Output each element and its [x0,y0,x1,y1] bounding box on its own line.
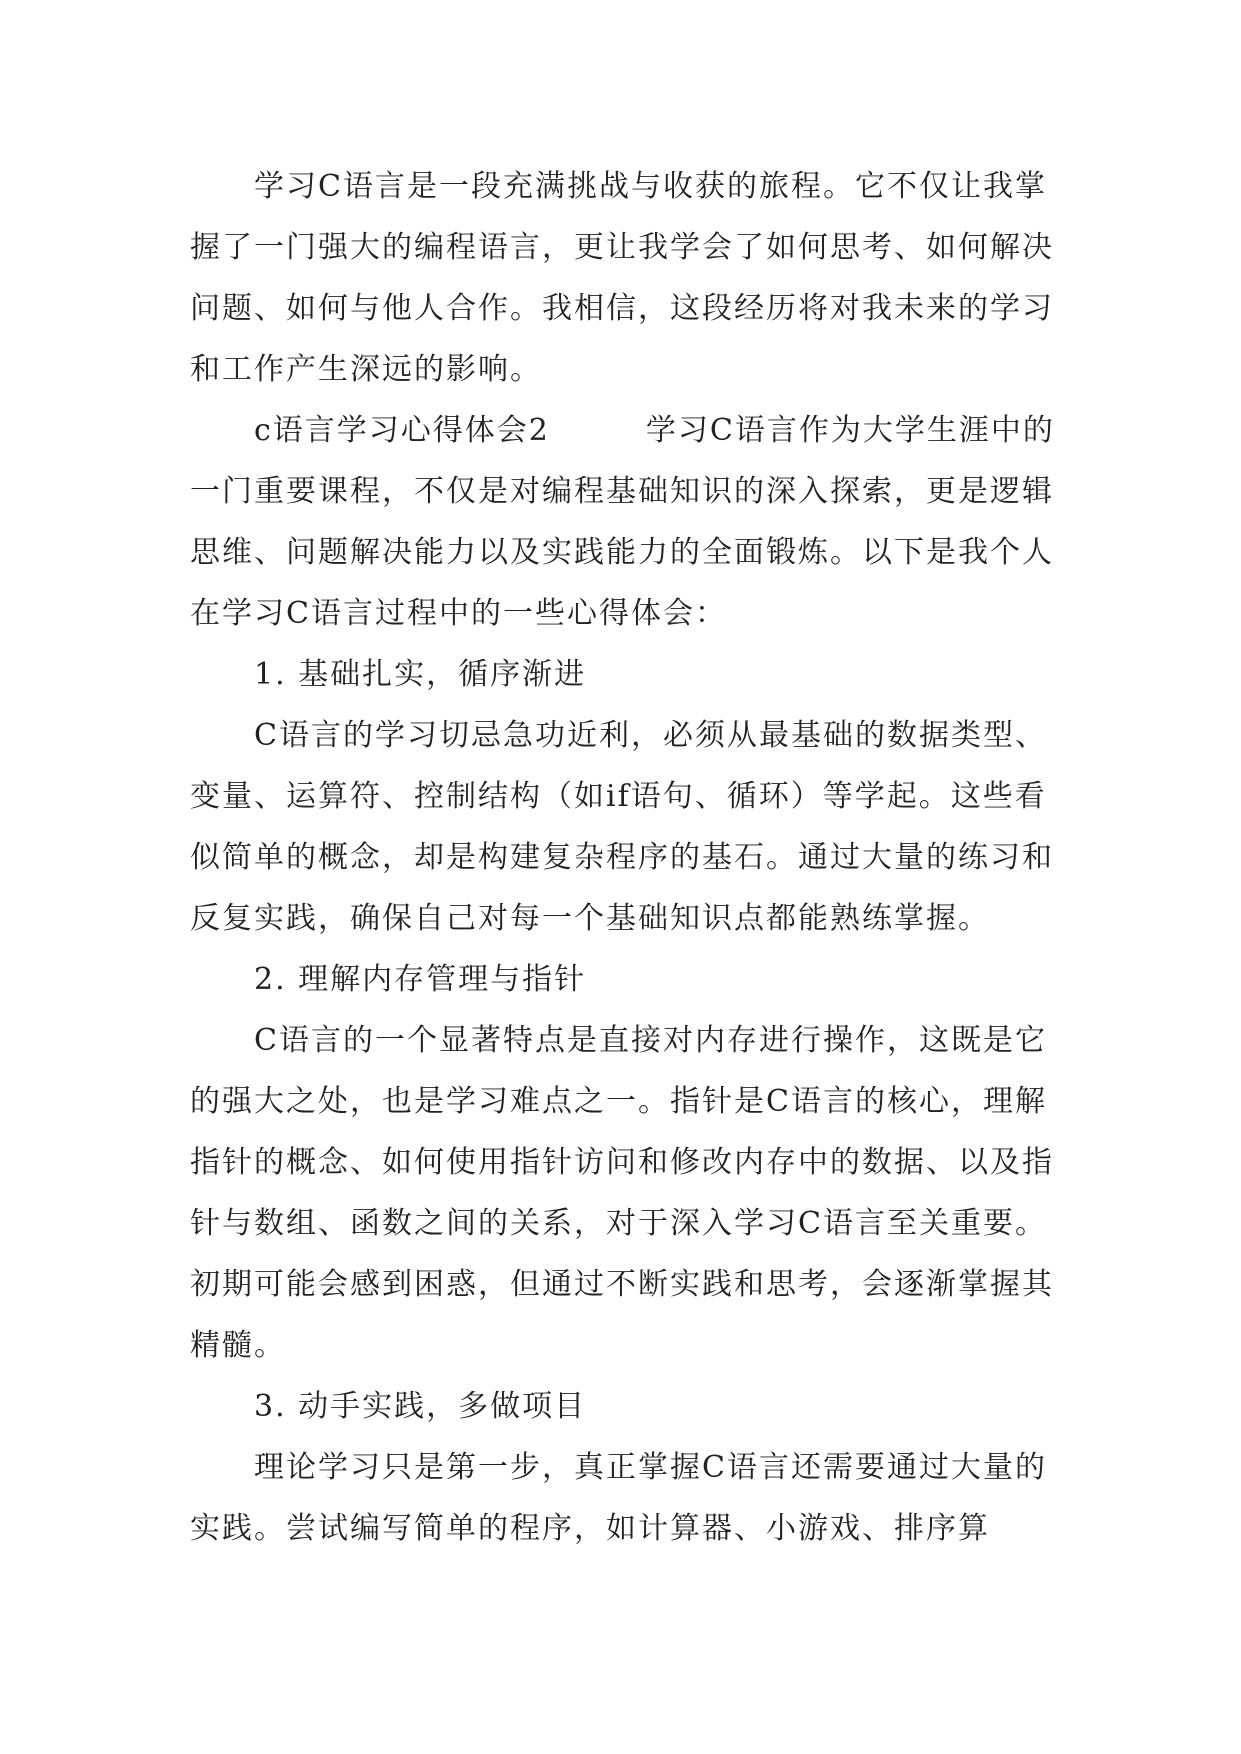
paragraph-basics: C语言的学习切忌急功近利，必须从最基础的数据类型、变量、运算符、控制结构（如if语句、循环）等学起。这些看似简单的概念，却是构建复杂程序的基石。通过大量的练习和反复实践，确保自己对每一个基础知识点都能熟练掌握。 [190,718,1054,936]
paragraph-practice-projects: 理论学习只是第一步，真正掌握C语言还需要通过大量的实践。尝试编写简单的程序，如计算器、小游戏、排序算 [190,1450,1047,1546]
paragraph-closing-summary: 学习C语言是一段充满挑战与收获的旅程。它不仅让我掌握了一门强大的编程语言，更让我学会了如何思考、如何解决问题、如何与他人合作。我相信，这段经历将对我未来的学习和工作产生深远的影响。 [190,169,1054,387]
heading-basics: 1. 基础扎实，循序渐进 [254,657,587,692]
paragraph-section-2-intro: c语言学习心得体会2 学习C语言作为大学生涯中的一门重要课程，不仅是对编程基础知识的深入探索，更是逻辑思维、问题解决能力以及实践能力的全面锻炼。以下是我个人在学习C语言过程中的一些心得体会： [190,413,1055,631]
heading-memory-pointers: 2. 理解内存管理与指针 [254,962,587,997]
paragraph-memory-pointers: C语言的一个显著特点是直接对内存进行操作，这既是它的强大之处，也是学习难点之一。指针是C语言的核心，理解指针的概念、如何使用指针访问和修改内存中的数据、以及指针与数组、函数之间的关系，对于深入学习C语言至关重要。初期可能会感到困惑，但通过不断实践和思考，会逐渐掌握其精髓。 [190,1023,1054,1363]
document-body [190,156,1070,1559]
heading-practice-projects: 3. 动手实践，多做项目 [254,1389,587,1424]
